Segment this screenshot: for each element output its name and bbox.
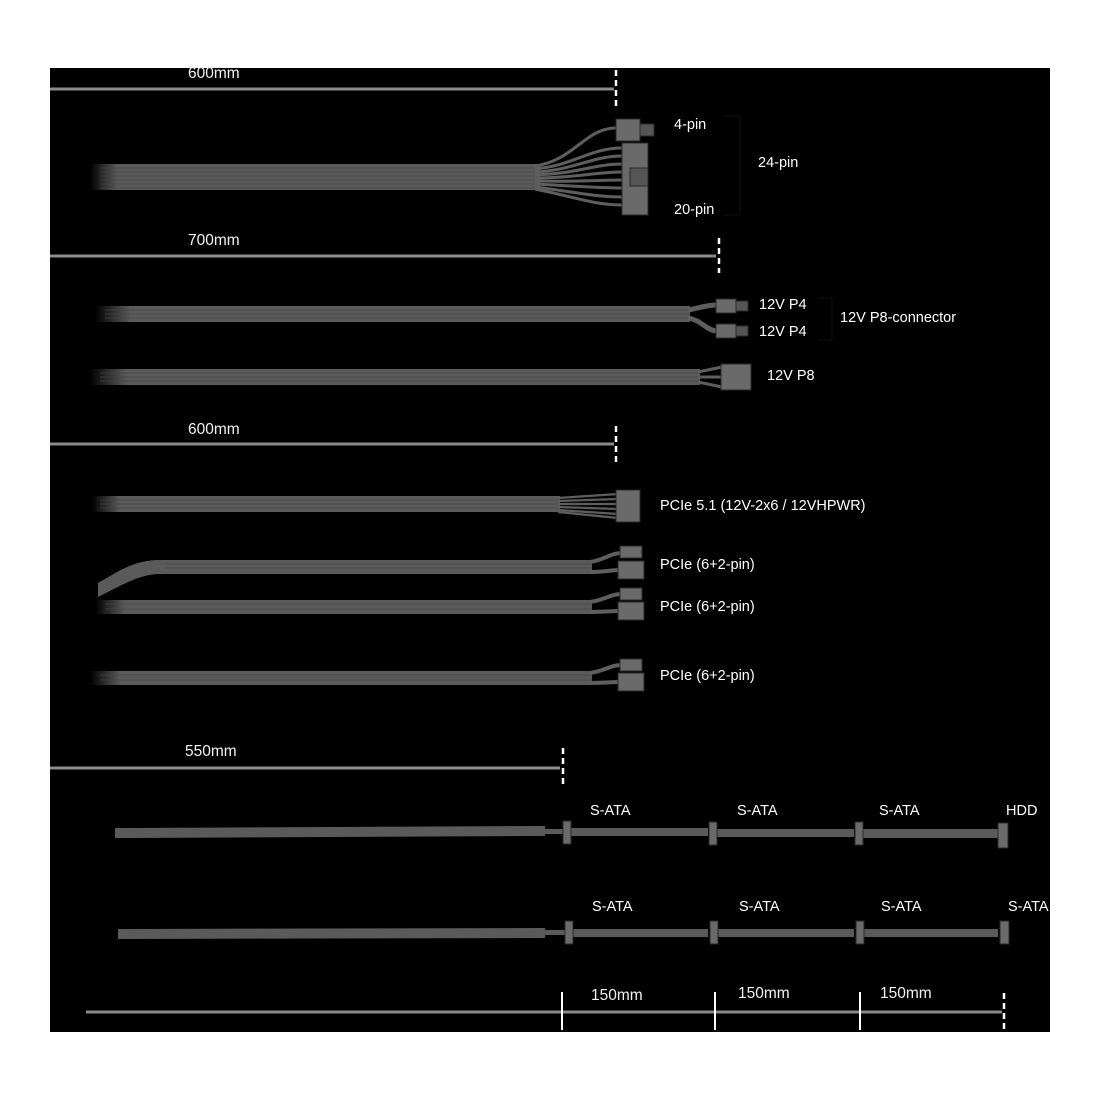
label-pcie-hpwr: PCIe 5.1 (12V-2x6 / 12VHPWR) [660, 498, 866, 514]
cpu-p8-cable [90, 364, 751, 390]
label-12v-p4-top: 12V P4 [759, 297, 807, 313]
label-12v-p8: 12V P8 [767, 368, 815, 384]
label-sata-1-1: S-ATA [590, 803, 631, 819]
label-pcie-1: PCIe (6+2-pin) [660, 557, 755, 573]
pcie-cable-1 [98, 546, 644, 597]
dimension-label-pcie: 600mm [188, 421, 240, 438]
label-20pin: 20-pin [674, 202, 715, 218]
dimension-label-segment-3: 150mm [880, 985, 932, 1002]
label-pcie-3: PCIe (6+2-pin) [660, 668, 755, 684]
label-sata-2-3: S-ATA [881, 899, 922, 915]
pcie-cable-3 [90, 659, 644, 691]
label-sata-2-end: S-ATA [1008, 899, 1049, 915]
label-sata-1-2: S-ATA [737, 803, 778, 819]
label-pcie-2: PCIe (6+2-pin) [660, 599, 755, 615]
pcie-cable-2 [95, 588, 644, 620]
dimension-label-main: 600mm [188, 65, 240, 82]
main-24pin-cable [90, 116, 740, 215]
label-4pin: 4-pin [674, 117, 707, 133]
dimension-line-sata [50, 748, 563, 786]
sata-cable-2 [118, 921, 1009, 944]
label-12v-p8-connector: 12V P8-connector [840, 310, 957, 326]
dimension-label-cpu: 700mm [188, 232, 240, 249]
pcie-hpwr-cable [92, 490, 640, 522]
dimension-line-pcie [50, 426, 616, 462]
dimension-line-main [50, 70, 616, 106]
label-24pin: 24-pin [758, 155, 799, 171]
dimension-label-segment-2: 150mm [738, 985, 790, 1002]
dimension-label-segment-1: 150mm [591, 987, 643, 1004]
dimension-line-segments [86, 992, 1004, 1030]
label-12v-p4-bottom: 12V P4 [759, 324, 807, 340]
label-hdd: HDD [1006, 803, 1038, 819]
dimension-label-sata: 550mm [185, 743, 237, 760]
sata-cable-1 [115, 821, 1008, 848]
cpu-p4-cable [95, 298, 832, 340]
dimension-line-cpu [50, 238, 719, 273]
label-sata-2-2: S-ATA [739, 899, 780, 915]
label-sata-1-3: S-ATA [879, 803, 920, 819]
label-sata-2-1: S-ATA [592, 899, 633, 915]
